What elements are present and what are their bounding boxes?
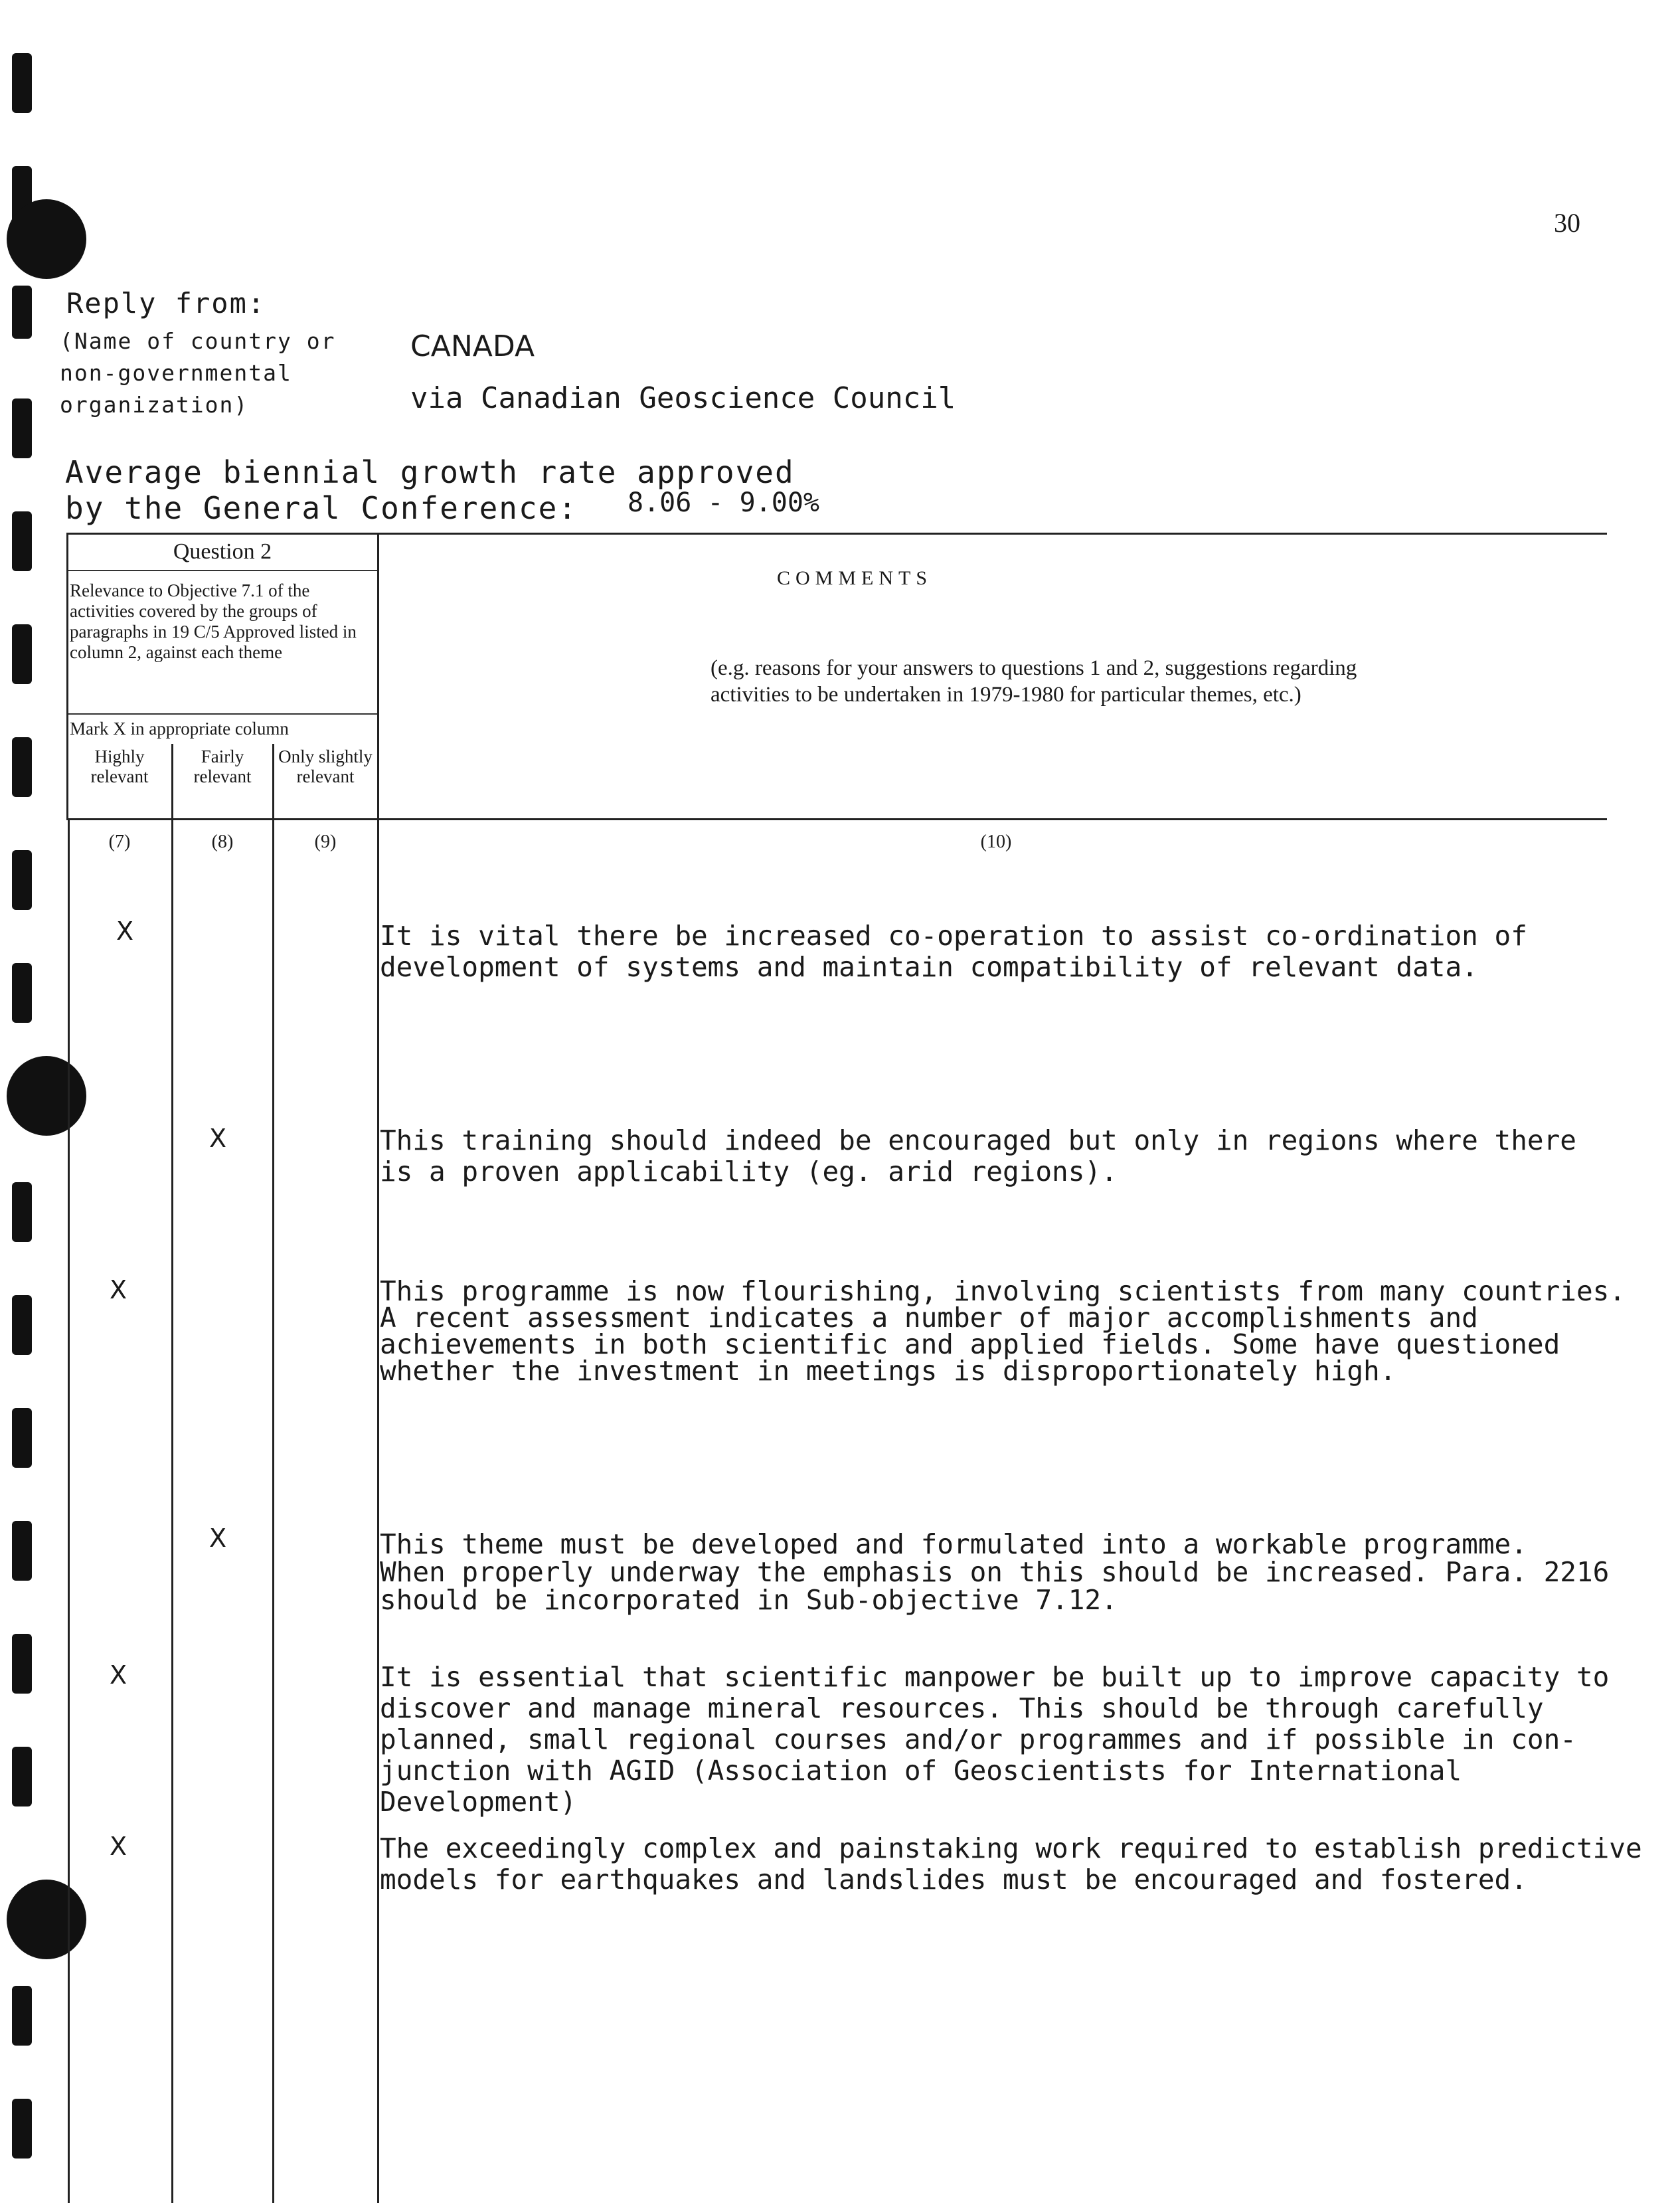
header-bottom-rule bbox=[66, 818, 1607, 820]
row-4-comment: This theme must be developed and formulated into a workable programme. When properly underway the emphasis on this should be increased. Para. 2216 should be incorporated in Sub-objective 7.12. bbox=[380, 1528, 1610, 1616]
row-3-comment: This programme is now flourishing, involving scientists from many countries. A recent assessment indicates a number of major accomplishments and achievements in both scientific and applied fields. Some have questioned whether the investment in meetings is disproportionately high. bbox=[380, 1275, 1626, 1387]
row-2-mark: X bbox=[209, 1124, 227, 1153]
binding-mark bbox=[12, 1182, 32, 1242]
relevance-rule bbox=[66, 713, 378, 715]
page-number: 30 bbox=[1554, 208, 1580, 238]
growth-rate-label-line2: by the General Conference: bbox=[65, 490, 578, 526]
row-6-comment: The exceedingly complex and painstaking work required to establish predictive models for earthquakes and landslides must be encouraged and fostered. bbox=[380, 1832, 1642, 1895]
country-value: CANADA bbox=[410, 329, 535, 363]
growth-rate-value: 8.06 - 9.00% bbox=[628, 487, 819, 518]
binding-mark bbox=[12, 1634, 32, 1694]
binding-mark bbox=[12, 286, 32, 339]
binding-mark bbox=[12, 511, 32, 571]
binding-mark bbox=[12, 53, 32, 113]
reply-from-label: Reply from: bbox=[66, 287, 266, 319]
relevance-description: Relevance to Objective 7.1 of the activities covered by the groups of paragraphs in 19 C/5 Approved listed in column 2, against each theme bbox=[70, 580, 357, 662]
row-5-mark: X bbox=[110, 1660, 127, 1690]
punch-hole bbox=[7, 199, 86, 279]
row-5-comment: It is essential that scientific manpower be built up to improve capacity to discover and manage mineral resources. This should be through carefully planned, small regional courses and/or programmes and if possible in con- junction with AGID (Association of Geoscientists for International Development) bbox=[380, 1661, 1610, 1818]
growth-rate-label-line1: Average biennial growth rate approved bbox=[65, 454, 795, 490]
binding-mark bbox=[12, 737, 32, 797]
column-fairly-relevant: Fairly relevant bbox=[193, 747, 252, 786]
column-highly-relevant: Highly relevant bbox=[90, 747, 149, 786]
column-only-slightly-relevant: Only slightly relevant bbox=[278, 747, 373, 786]
table-top-rule bbox=[66, 533, 1607, 535]
column-number-9: (9) bbox=[314, 832, 337, 852]
binding-mark bbox=[12, 1986, 32, 2046]
question-2-header: Question 2 bbox=[173, 539, 272, 564]
column-number-7: (7) bbox=[108, 832, 131, 852]
table-left-border-lower bbox=[68, 820, 70, 2203]
row-4-mark: X bbox=[209, 1524, 227, 1553]
binding-mark bbox=[12, 1408, 32, 1468]
comments-column-border bbox=[377, 533, 379, 2203]
binding-mark bbox=[12, 963, 32, 1023]
binding-mark bbox=[12, 1747, 32, 1806]
column-number-8: (8) bbox=[211, 832, 234, 852]
mark-instruction: Mark X in appropriate column bbox=[70, 719, 289, 739]
binding-mark bbox=[12, 2099, 32, 2159]
row-6-mark: X bbox=[110, 1832, 127, 1861]
column-number-10: (10) bbox=[980, 832, 1012, 852]
column-divider-7-8 bbox=[171, 744, 173, 2203]
comments-note: (e.g. reasons for your answers to questions 1 and 2, suggestions regarding activities to be undertaken in 1979-1980 for particular themes, etc.) bbox=[711, 656, 1357, 707]
binding-mark bbox=[12, 850, 32, 910]
binding-mark bbox=[12, 624, 32, 684]
question-header-rule bbox=[66, 570, 378, 571]
column-divider-8-9 bbox=[272, 744, 274, 2203]
row-2-comment: This training should indeed be encouraged but only in regions where there is a proven applicability (eg. arid regions). bbox=[380, 1124, 1576, 1188]
row-3-mark: X bbox=[110, 1275, 127, 1304]
name-of-country-label: (Name of country or non-governmental organization) bbox=[60, 328, 336, 418]
via-organization: via Canadian Geoscience Council bbox=[410, 381, 956, 415]
punch-hole bbox=[7, 1880, 86, 1959]
binding-mark bbox=[12, 398, 32, 458]
row-1-mark: X bbox=[116, 917, 134, 946]
table-left-border bbox=[66, 533, 68, 820]
comments-title: COMMENTS bbox=[777, 567, 933, 589]
binding-mark bbox=[12, 1521, 32, 1581]
row-1-comment: It is vital there be increased co-operation to assist co-ordination of development of systems and maintain compatibility of relevant data. bbox=[380, 920, 1527, 983]
punch-hole bbox=[7, 1056, 86, 1136]
binding-mark bbox=[12, 1295, 32, 1355]
